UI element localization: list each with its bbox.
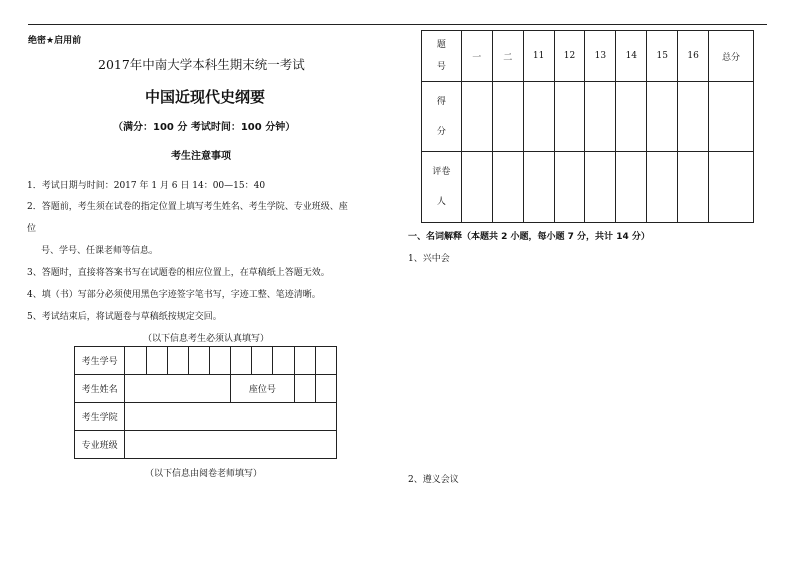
score-table	[421, 30, 754, 223]
student-id-cell[interactable]	[273, 347, 294, 375]
score-cell[interactable]	[492, 82, 523, 152]
student-id-cell[interactable]	[146, 347, 167, 375]
student-id-cell[interactable]	[294, 347, 315, 375]
student-id-cell[interactable]	[210, 347, 231, 375]
grader-cell[interactable]	[709, 152, 754, 223]
label-seat-number: 座位号	[231, 375, 294, 403]
row-label-question-number: 题 号	[422, 31, 462, 82]
grader-cell[interactable]	[554, 152, 585, 223]
student-id-cell[interactable]	[315, 347, 336, 375]
student-id-cell[interactable]	[167, 347, 188, 375]
grader-caption: （以下信息由阅卷老师填写）	[145, 469, 263, 479]
note-item: 2．答题前，考生须在试卷的指定位置上填写考生姓名、考生学院、专业班级、座	[27, 202, 348, 212]
student-id-cell[interactable]	[231, 347, 252, 375]
score-cell[interactable]	[585, 82, 616, 152]
grader-cell[interactable]	[647, 152, 678, 223]
column-header: 一	[461, 31, 492, 82]
seat-number-cell[interactable]	[294, 375, 315, 403]
column-header: 二	[492, 31, 523, 82]
note-item: 位	[27, 224, 37, 234]
grader-cell[interactable]	[678, 152, 709, 223]
column-header: 16	[678, 31, 709, 82]
subject-title: 中国近现代史纲要	[145, 88, 266, 106]
confidential-label: 绝密★启用前	[28, 36, 82, 46]
score-cell[interactable]	[554, 82, 585, 152]
grader-cell[interactable]	[616, 152, 647, 223]
note-item: 3、答题时，直接将答案书写在试题卷的相应位置上，在草稿纸上答题无效。	[27, 268, 330, 278]
notes-title: 考生注意事项	[171, 151, 231, 162]
column-header: 12	[554, 31, 585, 82]
major-class-field[interactable]	[125, 431, 337, 459]
score-cell[interactable]	[461, 82, 492, 152]
exam-name: 2017年中南大学本科生期末统一考试	[98, 57, 305, 72]
column-header: 13	[585, 31, 616, 82]
score-cell[interactable]	[616, 82, 647, 152]
section-title: 一、名词解释（本题共 2 小题，每小题 7 分，共计 14 分）	[408, 232, 650, 242]
student-id-cell[interactable]	[252, 347, 273, 375]
column-header: 15	[647, 31, 678, 82]
column-header: 11	[523, 31, 554, 82]
column-header: 总分	[709, 31, 754, 82]
student-id-cell[interactable]	[125, 347, 146, 375]
note-item: 4、填（书）写部分必须使用黑色字迹签字笔书写，字迹工整、笔迹清晰。	[27, 290, 321, 300]
question-1: 1、兴中会	[408, 254, 450, 264]
grader-cell[interactable]	[585, 152, 616, 223]
score-cell[interactable]	[647, 82, 678, 152]
top-rule	[28, 24, 767, 25]
note-item: 1．考试日期与时间：2017 年 1 月 6 日 14：00—15：40	[27, 181, 266, 191]
question-2: 2、遵义会议	[408, 475, 459, 485]
score-cell[interactable]	[678, 82, 709, 152]
student-info-table	[74, 346, 337, 459]
label-major-class: 专业班级	[75, 431, 125, 459]
grader-cell[interactable]	[523, 152, 554, 223]
seat-number-cell[interactable]	[315, 375, 336, 403]
grader-cell[interactable]	[461, 152, 492, 223]
student-name-field[interactable]	[125, 375, 231, 403]
row-label-grader: 评卷 人	[422, 152, 462, 223]
student-id-cell[interactable]	[188, 347, 209, 375]
exam-info: （满分：100 分 考试时间：100 分钟）	[113, 122, 296, 133]
row-label-score: 得 分	[422, 82, 462, 152]
label-student-name: 考生姓名	[75, 375, 125, 403]
grader-cell[interactable]	[492, 152, 523, 223]
student-info-caption: （以下信息考生必须认真填写）	[143, 334, 270, 344]
note-item: 5、考试结束后，将试题卷与草稿纸按规定交回。	[27, 312, 222, 322]
score-cell[interactable]	[709, 82, 754, 152]
label-student-id: 考生学号	[75, 347, 125, 375]
score-cell[interactable]	[523, 82, 554, 152]
label-college: 考生学院	[75, 403, 125, 431]
column-header: 14	[616, 31, 647, 82]
college-field[interactable]	[125, 403, 337, 431]
note-item: 号、学号、任课老师等信息。	[41, 246, 159, 256]
